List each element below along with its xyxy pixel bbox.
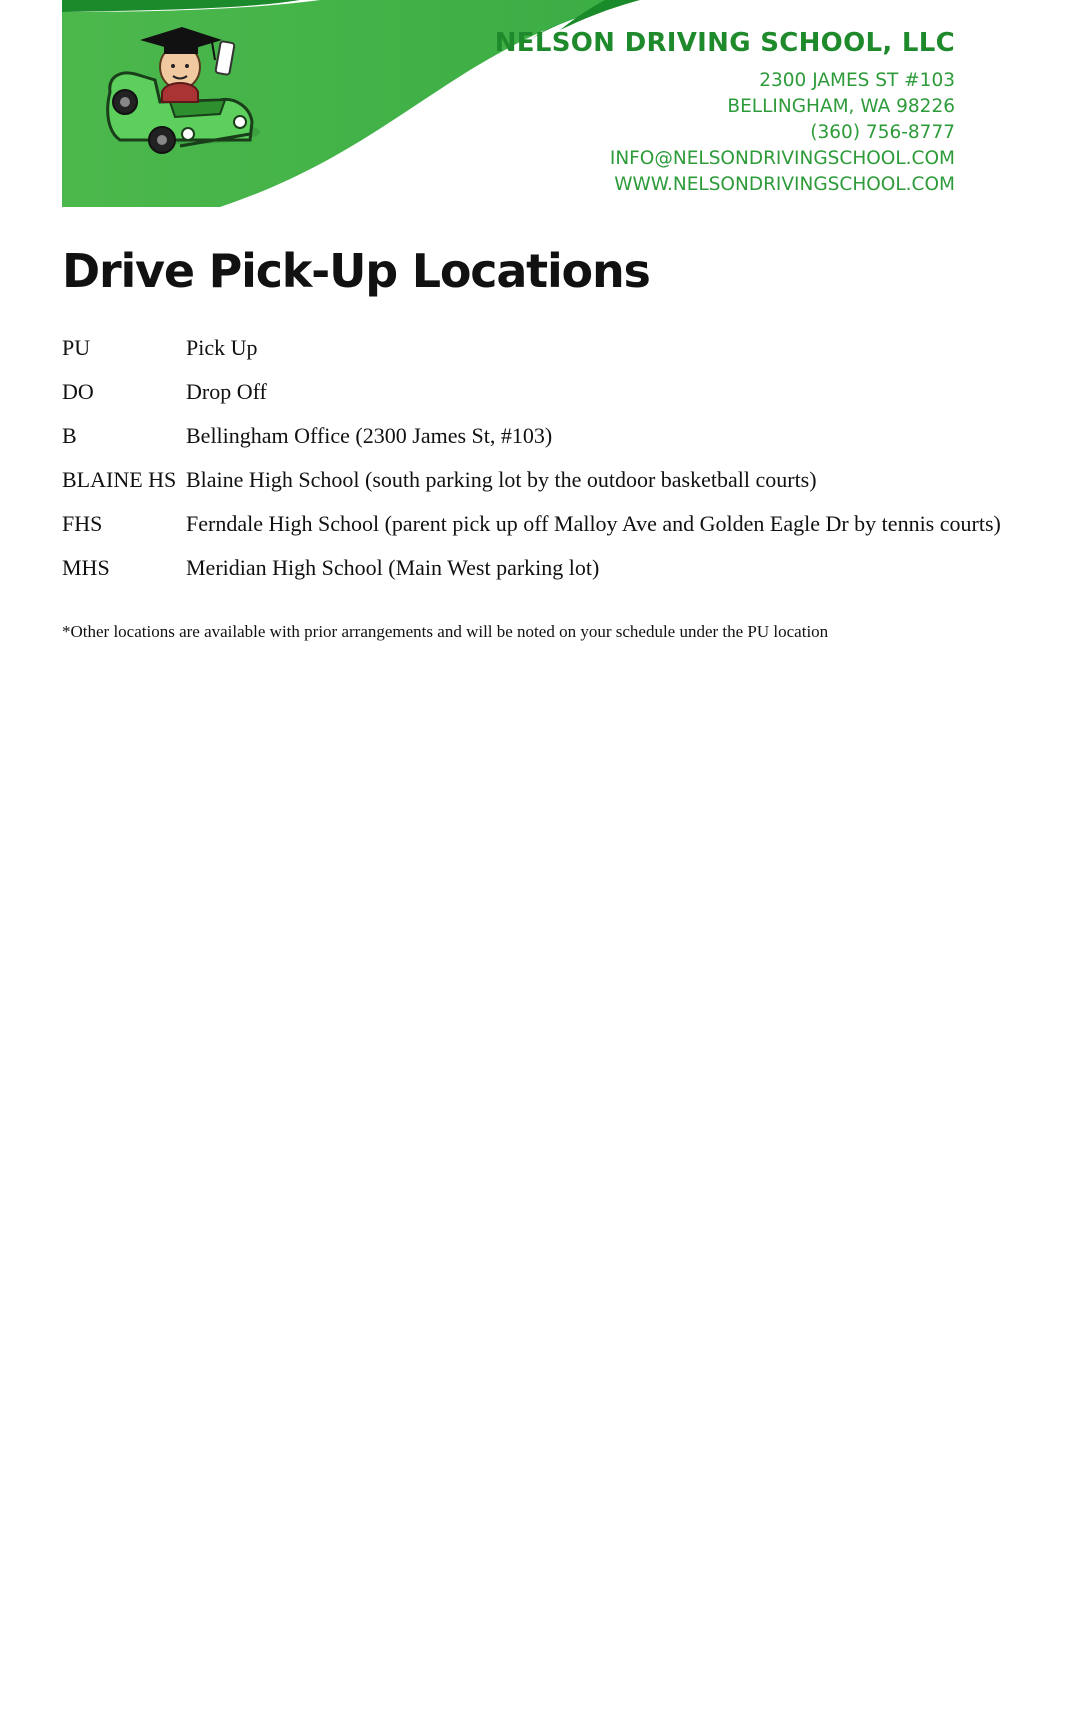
legend-code: PU xyxy=(62,335,91,360)
legend-code: DO xyxy=(62,379,94,404)
legend-description: Pick Up xyxy=(186,335,258,360)
legend-row xyxy=(62,370,1022,414)
address-line2: BELLINGHAM, WA 98226 xyxy=(727,96,955,117)
footnote: *Other locations are available with prior arrangements and will be noted on your schedule under the PU location xyxy=(62,622,829,641)
legend-description: Meridian High School (Main West parking lot) xyxy=(186,555,600,580)
legend-description: Blaine High School (south parking lot by the outdoor basketball courts) xyxy=(186,467,817,492)
location-legend xyxy=(62,326,1022,590)
legend-code: MHS xyxy=(62,555,110,580)
legend-description: Bellingham Office (2300 James St, #103) xyxy=(186,423,553,448)
legend-row xyxy=(62,414,1022,458)
company-name: NELSON DRIVING SCHOOL, LLC xyxy=(494,28,955,58)
legend-row xyxy=(62,458,1022,502)
email-address: INFO@NELSONDRIVINGSCHOOL.COM xyxy=(609,148,955,169)
website-url: WWW.NELSONDRIVINGSCHOOL.COM xyxy=(614,174,955,195)
legend-description: Ferndale High School (parent pick up off Malloy Ave and Golden Eagle Dr by tennis courts) xyxy=(186,511,1001,536)
legend-code: B xyxy=(62,423,77,448)
legend-description: Drop Off xyxy=(186,379,267,404)
legend-row xyxy=(62,546,1022,590)
graduate-car-logo-icon xyxy=(100,22,260,167)
phone-number: (360) 756-8777 xyxy=(810,122,955,143)
page-title: Drive Pick-Up Locations xyxy=(62,244,650,298)
legend-row xyxy=(62,502,1022,546)
legend-row xyxy=(62,326,1022,370)
company-info xyxy=(495,28,955,198)
legend-code: BLAINE HS xyxy=(62,467,177,492)
legend-code: FHS xyxy=(62,511,103,536)
address-line1: 2300 JAMES ST #103 xyxy=(759,70,955,91)
